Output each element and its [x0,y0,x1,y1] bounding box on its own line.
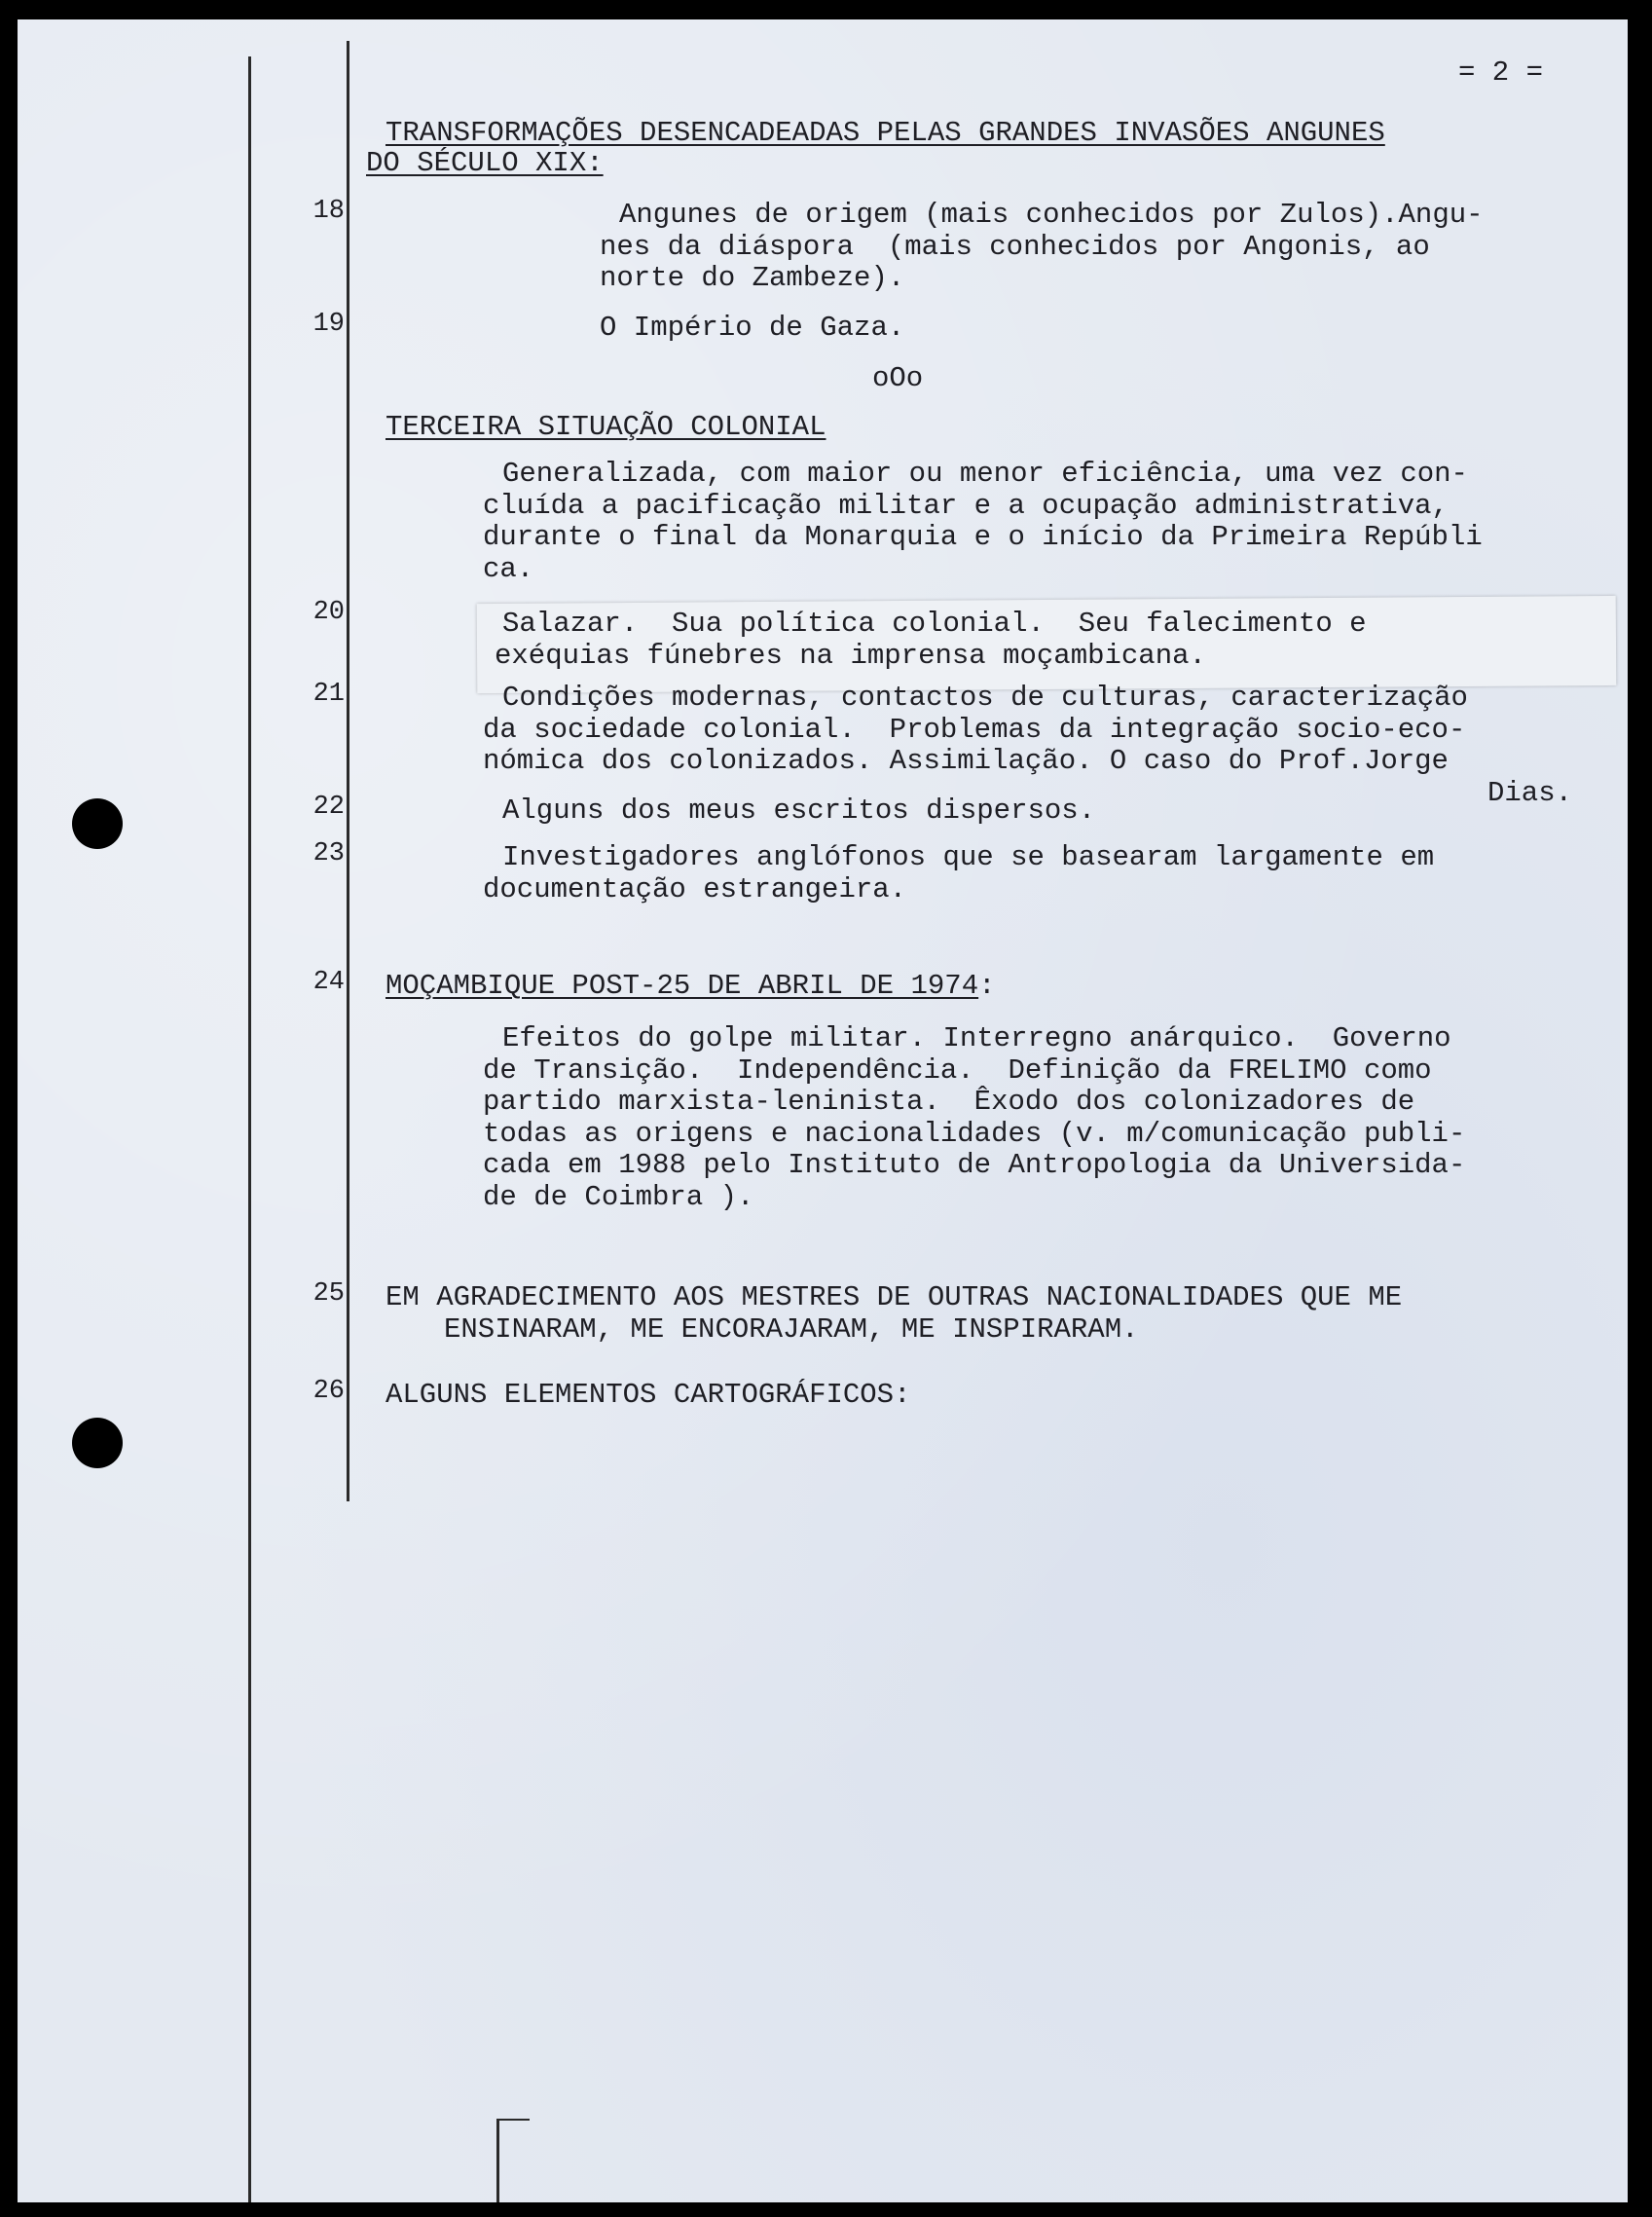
item-20-text: exéquias fúnebres na imprensa moçambicana. [495,640,1206,672]
colonial-paragraph: ca. [483,553,534,585]
item-24-text: de de Coimbra ). [483,1181,754,1213]
item-21-text: Dias. [1487,777,1573,809]
bottom-margin-mark [496,2119,499,2202]
item-21-text: da sociedade colonial. Problemas da integração socio-eco- [483,714,1466,746]
item-25-text: ENSINARAM, ME ENCORAJARAM, ME INSPIRARAM. [444,1313,1139,1346]
item-20-text: Salazar. Sua política colonial. Seu falecimento e [502,608,1367,640]
item-24-text: todas as origens e nacionalidades (v. m/comunicação publi- [483,1118,1466,1150]
item-number-20: 20 [312,598,345,627]
page-number: = 2 = [1458,56,1544,89]
item-number-22: 22 [312,793,345,822]
section-heading-invasions: TRANSFORMAÇÕES DESENCADEADAS PELAS GRANDES INVASÕES ANGUNES [385,117,1385,149]
item-22-text: Alguns dos meus escritos dispersos. [502,794,1096,827]
item-number-21: 21 [312,680,345,709]
item-24-text: cada em 1988 pelo Instituto de Antropologia da Universida- [483,1149,1466,1181]
item-number-18: 18 [312,197,345,226]
section-heading-invasions-line2: DO SÉCULO XIX: [366,147,604,179]
item-number-26: 26 [312,1377,345,1406]
item-24-text: partido marxista-leninista. Êxodo dos colonizadores de [483,1086,1415,1118]
item-21-text: Condições modernas, contactos de culturas, caracterização [502,682,1468,714]
document-page [18,19,1628,2202]
item-23-text: Investigadores anglófonos que se basearam largamente em [502,841,1435,873]
item-19-text: O Império de Gaza. [600,312,905,344]
colonial-paragraph: durante o final da Monarquia e o início da Primeira Repúbli [483,521,1483,553]
colonial-paragraph: Generalizada, com maior ou menor eficiência, uma vez con- [502,458,1468,490]
section-separator: oOo [872,362,924,394]
section-heading-mozambique [385,970,996,1002]
punch-hole-bottom [72,1418,123,1468]
item-number-25: 25 [312,1279,345,1309]
colonial-paragraph: cluída a pacificação militar e a ocupação administrativa, [483,490,1449,522]
heading-colon: : [978,970,996,1002]
number-column-rule [347,41,349,1501]
item-18-text: norte do Zambeze). [600,262,905,294]
section-heading-colonial: TERCEIRA SITUAÇÃO COLONIAL [385,411,826,443]
punch-hole-top [72,798,123,849]
item-24-text: Efeitos do golpe militar. Interregno anárquico. Governo [502,1022,1451,1054]
item-21-text: nómica dos colonizados. Assimilação. O caso do Prof.Jorge [483,745,1449,777]
item-18-text: Angunes de origem (mais conhecidos por Zulos).Angu- [619,199,1484,231]
item-number-24: 24 [312,968,345,997]
item-24-text: de Transição. Independência. Definição da FRELIMO como [483,1054,1432,1087]
item-26-text: ALGUNS ELEMENTOS CARTOGRÁFICOS: [385,1379,911,1411]
item-number-19: 19 [312,310,345,339]
item-25-text: EM AGRADECIMENTO AOS MESTRES DE OUTRAS NACIONALIDADES QUE ME [385,1281,1403,1313]
item-number-23: 23 [312,839,345,868]
item-18-text: nes da diáspora (mais conhecidos por Angonis, ao [600,231,1430,263]
item-23-text: documentação estrangeira. [483,873,907,905]
bottom-margin-tick [496,2119,530,2121]
section-heading-mozambique-text: MOÇAMBIQUE POST-25 DE ABRIL DE 1974 [385,970,979,1002]
left-margin-rule [248,56,251,2202]
